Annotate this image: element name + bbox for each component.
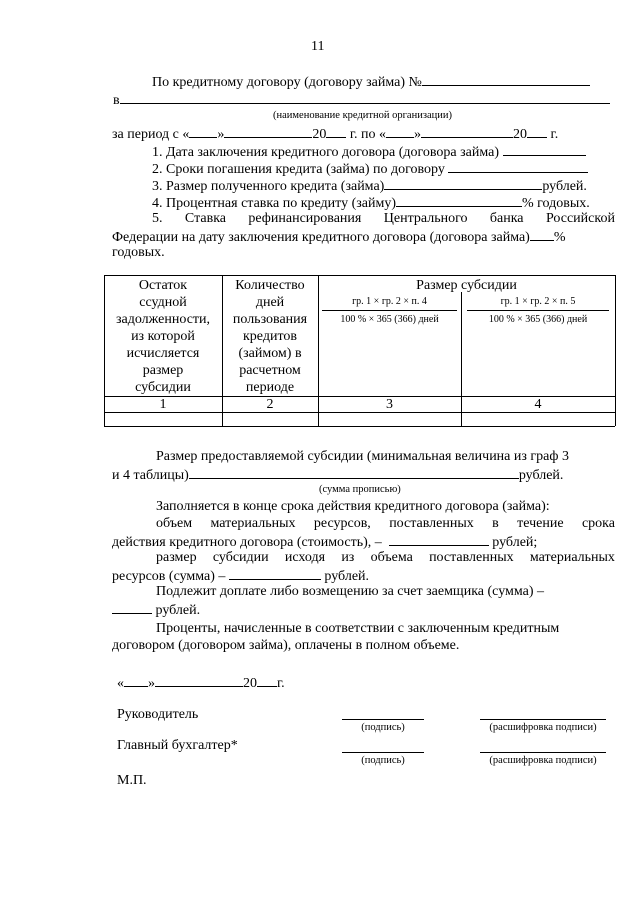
item-1: 1. Дата заключения кредитного договора (договора займа) [152, 142, 586, 161]
subsidy-amount-line-1: Размер предоставляемой субсидии (минимальная величина из граф 3 [156, 449, 569, 464]
formula-col-4: гр. 1 × гр. 2 × п. 5 100 % × 365 (366) дней [467, 296, 609, 326]
item-2: 2. Сроки погашения кредита (займа) по договору [152, 159, 588, 178]
period-line: за период с « » 20 г. по « » 20 г. [112, 124, 558, 143]
surcharge-line-1: Подлежит доплате либо возмещению за счет заемщика (сумма) – [156, 584, 545, 599]
item-4: 4. Процентная ставка по кредиту (займу) % годовых. [152, 193, 590, 212]
subsidy-amount-line-2: и 4 таблицы) рублей. [112, 465, 563, 484]
interest-line-2: договором (договором займа), оплачены в полном объеме. [112, 638, 460, 653]
subsidy-size-header: Размер субсидии [416, 278, 517, 293]
item-5-line-1: 5. Ставка рефинансирования Центрального банка Российской [152, 211, 615, 226]
accountant-signature-caption: (подпись) [361, 755, 405, 766]
column-number-1: 1 [159, 397, 167, 412]
item-5-line-3: годовых. [112, 245, 165, 260]
item-3: 3. Размер полученного кредита (займа) рублей. [152, 176, 587, 195]
chief-accountant-label: Главный бухгалтер* [117, 738, 238, 753]
bank-line: в [113, 90, 610, 109]
page-number: 11 [311, 39, 325, 54]
volume-line-2: действия кредитного договора (стоимость), – рублей; [112, 532, 537, 551]
head-signature-line [342, 719, 424, 720]
bank-name-caption: (наименование кредитной организации) [273, 110, 452, 121]
stamp-place: М.П. [117, 773, 147, 788]
size-line-1: размер субсидии исходя из объема поставленных материальных [156, 550, 615, 565]
date-line: « » 20 г. [117, 673, 285, 692]
formula-col-3: гр. 1 × гр. 2 × п. 4 100 % × 365 (366) дней [322, 296, 457, 326]
volume-line-1: объем материальных ресурсов, поставленных в течение срока [156, 516, 615, 531]
head-decoding-line [480, 719, 606, 720]
accountant-signature-line [342, 752, 424, 753]
accountant-decoding-line [480, 752, 606, 753]
head-signature-caption: (подпись) [361, 722, 405, 733]
filled-at-end-line: Заполняется в конце срока действия кредитного договора (займа): [156, 499, 550, 514]
surcharge-line-2: рублей. [112, 600, 200, 619]
interest-line-1: Проценты, начисленные в соответствии с заключенным кредитным [156, 621, 560, 636]
column-1-header: Остаток ссудной задолженности, из которой исчисляется размер субсидии [115, 278, 211, 395]
bank-name-blank [120, 90, 610, 104]
head-decoding-caption: (расшифровка подписи) [489, 722, 597, 733]
contract-number-blank [422, 72, 590, 86]
accountant-decoding-caption: (расшифровка подписи) [489, 755, 597, 766]
column-number-2: 2 [266, 397, 274, 412]
column-number-4: 4 [534, 397, 542, 412]
column-2-header: Количество дней пользования кредитов (займом) в расчетном периоде [232, 278, 308, 395]
sum-in-words-caption: (сумма прописью) [319, 484, 401, 495]
head-label: Руководитель [117, 707, 199, 722]
size-line-2: ресурсов (сумма) – рублей. [112, 566, 369, 585]
item-5-line-2: Федерации на дату заключения кредитного договора (договора займа) % [112, 227, 566, 246]
column-number-3: 3 [386, 397, 393, 412]
contract-number-line: По кредитному договору (договору займа) № [152, 72, 590, 91]
